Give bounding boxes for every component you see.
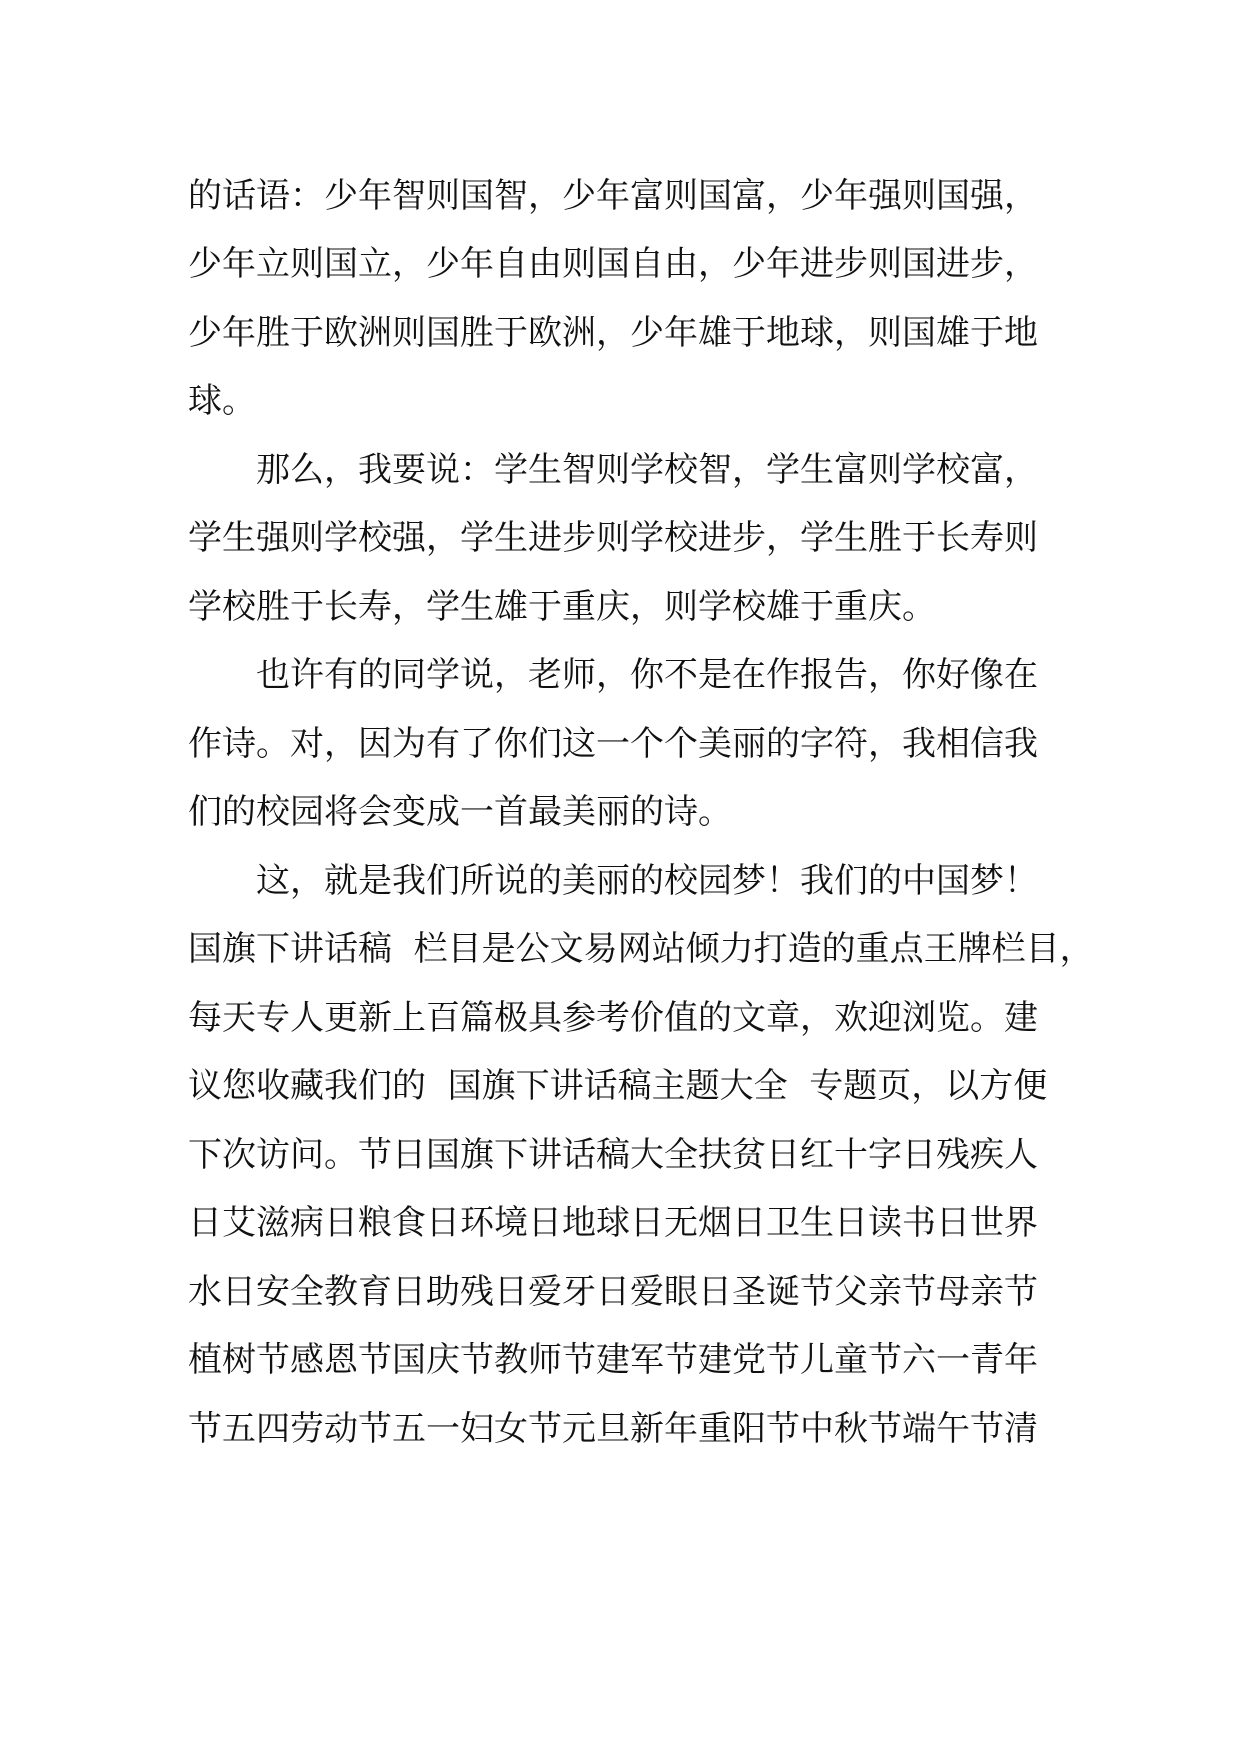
text-line: 球。 [188,381,256,421]
text-line: 这，就是我们所说的美丽的校园梦！我们的中国梦！ [256,861,1038,901]
text-line: 作诗。对，因为有了你们这一个个美丽的字符，我相信我 [188,724,1038,764]
text-line: 学生强则学校强，学生进步则学校进步，学生胜于长寿则 [188,518,1038,558]
text-line: 们的校园将会变成一首最美丽的诗。 [188,792,732,832]
text-line: 国旗下讲话稿 栏目是公文易网站倾力打造的重点王牌栏目， [188,929,1094,969]
text-line: 每天专人更新上百篇极具参考价值的文章，欢迎浏览。建 [188,998,1038,1038]
text-line: 少年胜于欧洲则国胜于欧洲，少年雄于地球，则国雄于地 [188,313,1038,353]
text-line: 少年立则国立，少年自由则国自由，少年进步则国进步， [188,244,1038,284]
text-line: 日艾滋病日粮食日环境日地球日无烟日卫生日读书日世界 [188,1203,1038,1243]
text-line: 也许有的同学说，老师，你不是在作报告，你好像在 [256,655,1038,695]
text-line: 议您收藏我们的 国旗下讲话稿主题大全 专题页，以方便 [188,1066,1048,1106]
text-line: 植树节感恩节国庆节教师节建军节建党节儿童节六一青年 [188,1340,1038,1380]
text-line: 下次访问。节日国旗下讲话稿大全扶贫日红十字日残疾人 [188,1135,1038,1175]
text-line: 那么，我要说：学生智则学校智，学生富则学校富， [256,450,1038,490]
text-line: 学校胜于长寿，学生雄于重庆，则学校雄于重庆。 [188,587,936,627]
text-line: 的话语：少年智则国智，少年富则国富，少年强则国强， [188,176,1038,216]
text-line: 水日安全教育日助残日爱牙日爱眼日圣诞节父亲节母亲节 [188,1272,1038,1312]
text-line: 节五四劳动节五一妇女节元旦新年重阳节中秋节端午节清 [188,1409,1038,1449]
